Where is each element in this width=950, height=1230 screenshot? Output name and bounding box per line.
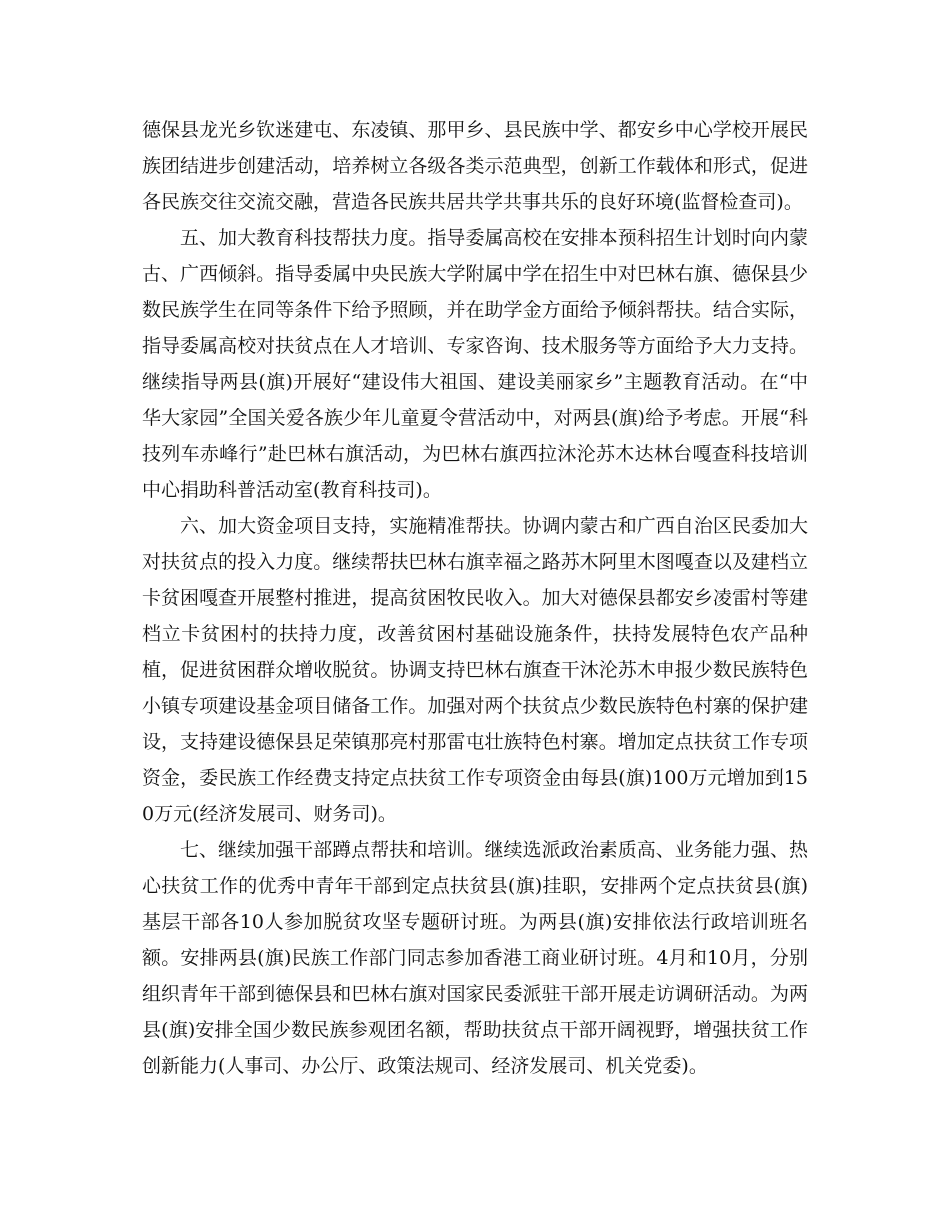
paragraph-continuation: 德保县龙光乡钦迷建屯、东凌镇、那甲乡、县民族中学、都安乡中心学校开展民族团结进步创建活动，培养树立各级各类示范典型，创新工作载体和形式，促进各民族交往交流交融，营造各民族共居共学共事共乐的良好环境(监督检查司)。 bbox=[142, 119, 808, 213]
paragraph-cadre-training: 七、继续加强干部蹲点帮扶和培训。继续选派政治素质高、业务能力强、热心扶贫工作的优秀中青年干部到定点扶贫县(旗)挂职，安排两个定点扶贫县(旗)基层干部各10人参加脱贫攻坚专题研讨班。为两县(旗)安排依法行政培训班名额。安排两县(旗)民族工作部门同志参加香港工商业研讨班。4月和10月，分别组织青年干部到德保县和巴林右旗对国家民委派驻干部开展走访调研活动。为两县(旗)安排全国少数民族参观团名额，帮助扶贫点干部开阔视野，增强扶贫工作创新能力(人事司、办公厅、政策法规司、经济发展司、机关党委)。 bbox=[142, 839, 808, 1077]
paragraph-education-support: 五、加大教育科技帮扶力度。指导委属高校在安排本预科招生计划时向内蒙古、广西倾斜。指导委属中央民族大学附属中学在招生中对巴林右旗、德保县少数民族学生在同等条件下给予照顾，并在助学金方面给予倾斜帮扶。结合实际，指导委属高校对扶贫点在人才培训、专家咨询、技术服务等方面给予大力支持。继续指导两县(旗)开展好“建设伟大祖国、建设美丽家乡”主题教育活动。在“中华大家园”全国关爱各族少年儿童夏令营活动中，对两县(旗)给予考虑。开展“科技列车赤峰行”赴巴林右旗活动，为巴林右旗西拉沐沦苏木达林台嘎查科技培训中心捐助科普活动室(教育科技司)。 bbox=[142, 227, 808, 501]
document-body bbox=[142, 112, 808, 1084]
paragraph-funding-support: 六、加大资金项目支持，实施精准帮扶。协调内蒙古和广西自治区民委加大对扶贫点的投入力度。继续帮扶巴林右旗幸福之路苏木阿里木图嘎查以及建档立卡贫困嘎查开展整村推进，提高贫困牧民收入。加大对德保县都安乡凌雷村等建档立卡贫困村的扶持力度，改善贫困村基础设施条件，扶持发展特色农产品种植，促进贫困群众增收脱贫。协调支持巴林右旗查干沐沦苏木申报少数民族特色小镇专项建设基金项目储备工作。加强对两个扶贫点少数民族特色村寨的保护建设，支持建设德保县足荣镇那亮村那雷屯壮族特色村寨。增加定点扶贫工作专项资金，委民族工作经费支持定点扶贫工作专项资金由每县(旗)100万元增加到150万元(经济发展司、财务司)。 bbox=[142, 515, 808, 825]
